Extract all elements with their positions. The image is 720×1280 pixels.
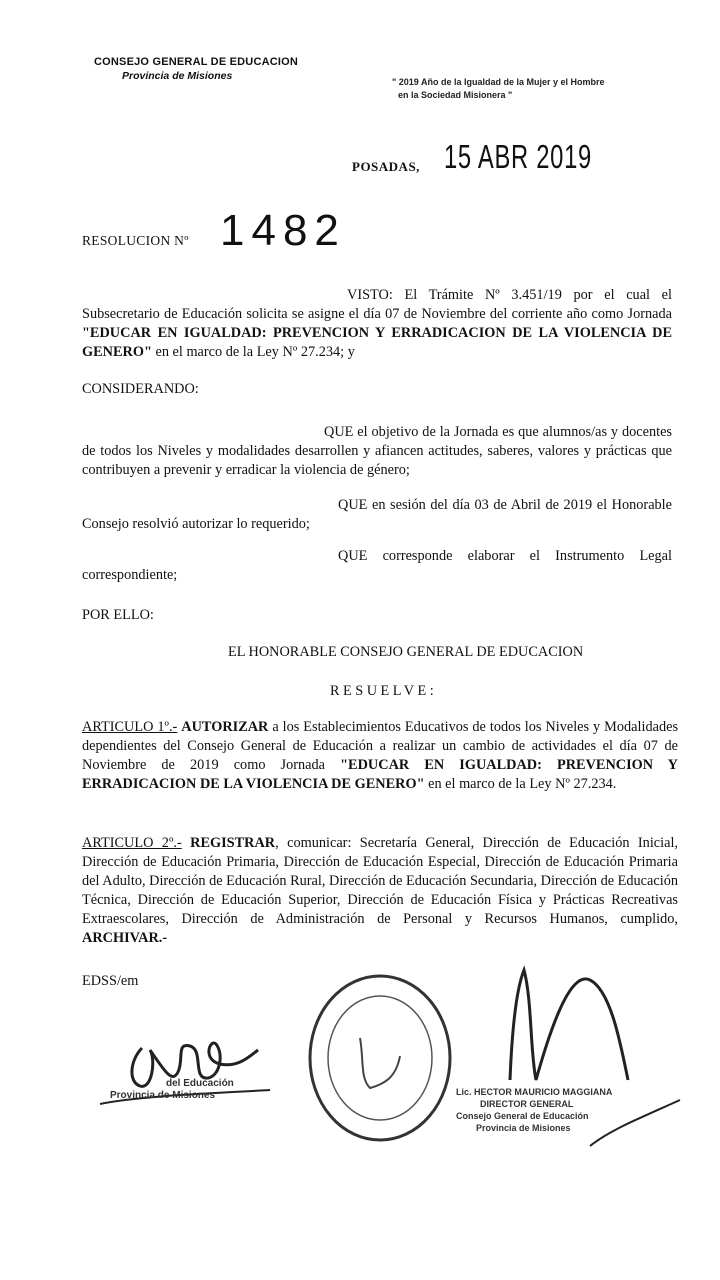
left-stamp-line-1: del Educación xyxy=(166,1078,234,1089)
org-name: CONSEJO GENERAL DE EDUCACION xyxy=(94,56,299,68)
article-2-text: , comunicar: Secretaría General, Dirección de Educación Inicial, Dirección de Educación Primaria, Dirección de Educación Especial, Dirección de Educación Primaria del Adulto, Dirección de Educación Rural, Dirección de Educación Secundaria, Dirección de Educación Técnica, Dirección de Educación Superior, Dirección de Educación Física y Prácticas Recreativas Extraescolares, Dirección de Administración de Personal y Recursos Humanos, cumplido, xyxy=(82,835,679,927)
que-2-text: QUE en sesión del día 03 de Abril de 2019 el Honorable Consejo resolvió autorizar lo requerido; xyxy=(82,497,672,532)
right-stamp-line-4: Provincia de Misiones xyxy=(476,1123,571,1133)
visto-label: VISTO: xyxy=(347,287,393,303)
que-paragraph-2 xyxy=(82,496,672,534)
article-1 xyxy=(82,718,678,794)
que-3-text: QUE corresponde elaborar el Instrumento Legal correspondiente; xyxy=(82,548,672,583)
visto-text: El Trámite Nº 3.451/19 por el cual el Subsecretario de Educación solicita se asigne el día 07 de Noviembre del corriente año como Jornada xyxy=(82,287,672,322)
right-stamp-line-3: Consejo General de Educación xyxy=(456,1111,589,1121)
council-heading: EL HONORABLE CONSEJO GENERAL DE EDUCACION xyxy=(228,644,584,660)
left-stamp xyxy=(110,1078,234,1102)
article-2-label: ARTICULO 2º.- xyxy=(82,835,182,851)
right-stamp-line-2: DIRECTOR GENERAL xyxy=(480,1099,574,1109)
province-name: Provincia de Misiones xyxy=(122,70,233,82)
place-label: POSADAS, xyxy=(352,159,420,174)
por-ello-heading: POR ELLO: xyxy=(82,607,154,623)
visto-text-end: en el marco de la Ley Nº 27.234; y xyxy=(151,344,355,360)
right-stamp-line-1: Lic. HECTOR MAURICIO MAGGIANA xyxy=(456,1087,613,1097)
que-paragraph-3 xyxy=(82,547,672,585)
visto-paragraph xyxy=(82,286,672,362)
resolution-label: RESOLUCION Nº xyxy=(82,233,189,248)
date-stamp: 15 ABR 2019 xyxy=(444,138,592,175)
article-2 xyxy=(82,834,678,948)
article-1-text: a los Establecimientos Educativos de todos los Niveles y Modalidades dependientes del Consejo General de Educación a realizar un cambio de actividades el día 07 de Noviembre de 2019 como Jornada xyxy=(82,719,679,773)
article-2-verb: REGISTRAR xyxy=(190,835,276,851)
visto-title: "EDUCAR EN IGUALDAD: PREVENCION Y ERRADICACION DE LA VIOLENCIA DE GENERO" xyxy=(82,325,672,360)
article-1-label: ARTICULO 1º.- xyxy=(82,719,178,735)
que-paragraph-1 xyxy=(82,423,672,480)
council-seal xyxy=(300,968,460,1148)
resuelve-heading: RESUELVE: xyxy=(330,683,438,699)
motto-line-1: " 2019 Año de la Igualdad de la Mujer y el Hombre xyxy=(392,77,605,87)
year-motto xyxy=(392,76,692,102)
resolution-number: 1482 xyxy=(220,206,346,255)
article-2-end: ARCHIVAR.- xyxy=(82,930,168,946)
left-stamp-line-2: Provincia de Misiones xyxy=(110,1090,216,1101)
article-1-text-end: en el marco de la Ley Nº 27.234. xyxy=(424,776,617,792)
typist-initials: EDSS/em xyxy=(82,973,139,989)
article-1-verb: AUTORIZAR xyxy=(181,719,269,735)
right-stamp xyxy=(456,1086,612,1134)
article-1-title: "EDUCAR EN IGUALDAD: PREVENCION Y ERRADICACION DE LA VIOLENCIA DE GENERO" xyxy=(82,757,678,792)
que-1-text: QUE el objetivo de la Jornada es que alumnos/as y docentes de todos los Niveles y modalidades desarrollen y afiancen actitudes, saberes, valores y prácticas que contribuyen a prevenir y erradicar la violencia de género; xyxy=(82,424,672,478)
motto-line-2: en la Sociedad Misionera " xyxy=(398,90,513,100)
considerando-heading: CONSIDERANDO: xyxy=(82,381,199,397)
